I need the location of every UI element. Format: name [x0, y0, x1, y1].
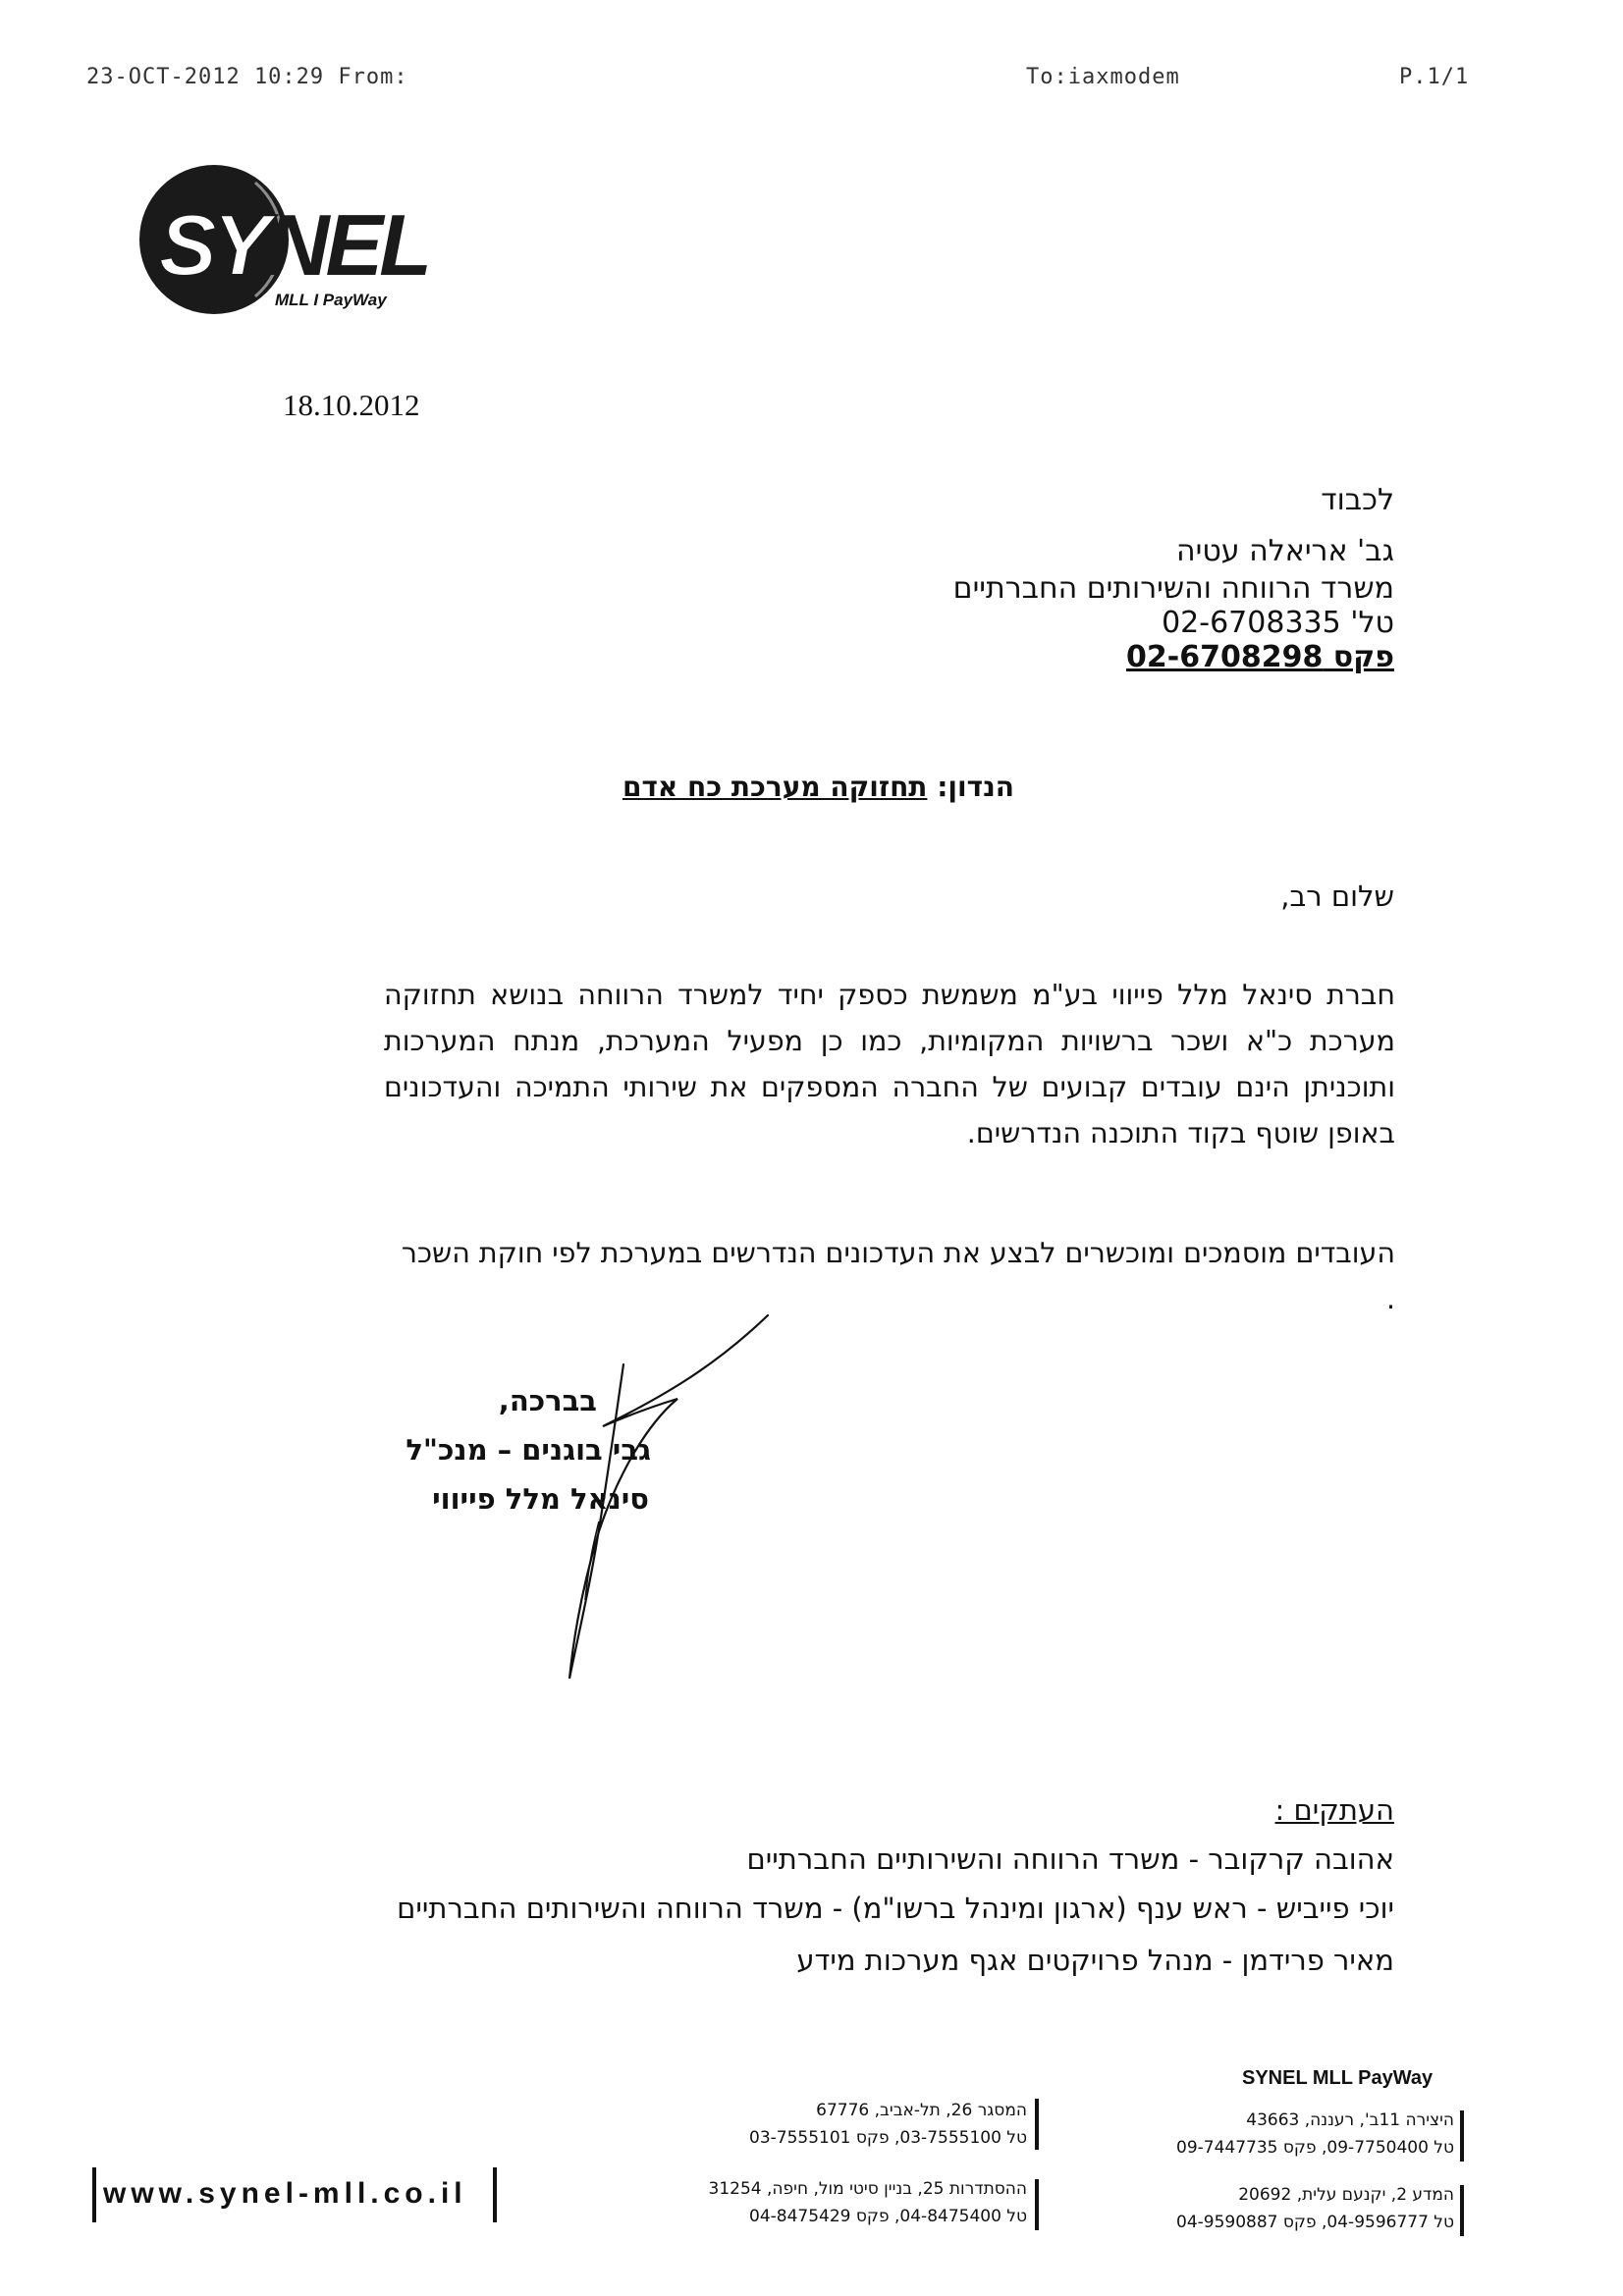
copies-item-2: יוכי פייביש - ראש ענף (ארגון ומינהל ברשו"מ) - משרד הרווחה והשירותים החברתיים — [397, 1892, 1394, 1925]
subject-text: תחזוקה מערכת כח אדם — [622, 771, 928, 803]
footer-office-4-contact: טל 04-8475400, פקס 04-8475429 — [749, 2207, 1027, 2226]
handwritten-signature — [550, 1306, 785, 1688]
copies-label: העתקים : — [1274, 1793, 1394, 1827]
footer-office-1-contact: טל 09-7750400, פקס 09-7447735 — [1176, 2138, 1454, 2158]
footer-divider-2 — [1035, 2099, 1039, 2150]
body-paragraph-1: חברת סינאל מלל פייווי בע"מ משמשת כספק יחיד למשרד הרווחה בנושא תחזוקה מערכת כ"א ושכר ברשויות המקומיות, כמו כן מפעיל המערכת, מנתח המערכות ותוכניתן הינם עובדים קבועים של החברה המספקים את שירותי התמיכה והעדכונים באופן שוטף בקוד התוכנה הנדרשים. — [384, 979, 1395, 1149]
copies-item-1: אהובה קרקובר - משרד הרווחה והשירותיים החברתיים — [746, 1842, 1394, 1876]
fax-header-left: 23-OCT-2012 10:29 From: — [86, 65, 408, 89]
footer-office-4-address: ההסתדרות 25, בניין סיטי מול, חיפה, 31254 — [708, 2179, 1027, 2199]
website-bar-right — [493, 2167, 497, 2222]
footer-office-1-address: היצירה 11ב', רעננה, 43663 — [1246, 2110, 1454, 2130]
subject-line — [622, 771, 1014, 803]
fax-header-middle: To:iaxmodem — [1026, 65, 1180, 89]
footer-divider-4 — [1035, 2179, 1039, 2230]
recipient-name: גב' אריאלה עטיה — [1176, 534, 1394, 568]
svg-text:NEL: NEL — [267, 196, 428, 294]
recipient-office: משרד הרווחה והשירותים החברתיים — [952, 571, 1394, 606]
footer-office-3-contact: טל 04-9596777, פקס 04-9590887 — [1176, 2213, 1454, 2232]
greeting: שלום רב, — [1280, 880, 1394, 913]
logo-subtitle: MLL I PayWay — [275, 291, 387, 309]
footer-company: SYNEL MLL PayWay — [1242, 2067, 1434, 2089]
copies-item-3: מאיר פרידמן - מנהל פרויקטים אגף מערכות מידע — [796, 1944, 1394, 1977]
fax-header-right: P.1/1 — [1399, 65, 1470, 89]
website-bar-left — [92, 2167, 96, 2222]
footer-office-2-address: המסגר 26, תל-אביב, 67776 — [816, 2101, 1027, 2120]
subject-label: הנדון: — [937, 771, 1014, 803]
synel-logo — [137, 165, 471, 332]
recipient-salutation: לכבוד — [1321, 483, 1394, 517]
svg-text:SY: SY — [159, 196, 267, 294]
footer-divider-1 — [1460, 2110, 1464, 2162]
signature-company: סינאל מלל פייווי — [432, 1482, 649, 1516]
body-paragraph-2: העובדים מוסמכים ומוכשרים לבצע את העדכונים הנדרשים במערכת לפי חוקת השכר . — [401, 1237, 1395, 1315]
signature-closing: בברכה, — [498, 1384, 597, 1417]
letter-date: 18.10.2012 — [283, 388, 420, 422]
signature-name-title: גבי בוגנים – מנכ"ל — [406, 1433, 651, 1467]
recipient-phone: טל' 02-6708335 — [1162, 606, 1394, 640]
footer-office-2-contact: טל 03-7555100, פקס 03-7555101 — [749, 2128, 1027, 2148]
recipient-fax: פקס 02-6708298 — [1126, 640, 1394, 674]
footer-divider-3 — [1460, 2185, 1464, 2236]
footer-website: www.synel-mll.co.il — [103, 2177, 467, 2210]
footer-office-3-address: המדע 2, יקנעם עלית, 20692 — [1238, 2185, 1454, 2205]
